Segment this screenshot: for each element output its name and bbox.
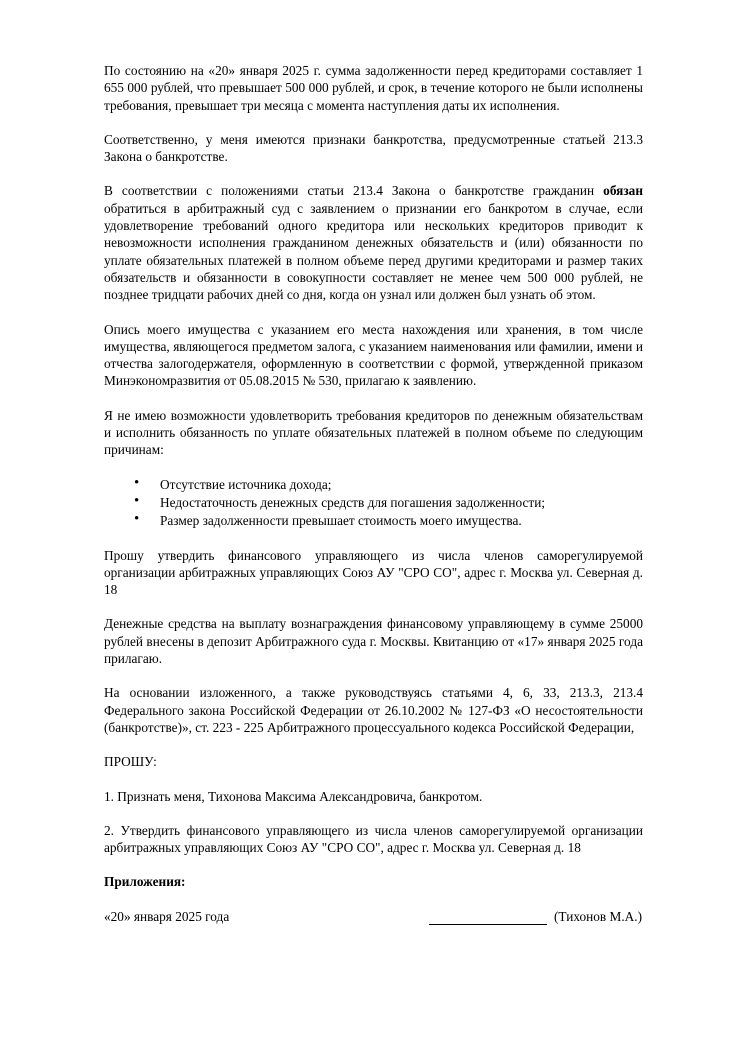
bullet-icon: • bbox=[134, 492, 140, 509]
paragraph-property-inventory: Опись моего имущества с указанием его места нахождения или хранения, в том числе имущества, являющегося предметом залога, с указанием наименования или фамилии, имени и отчества залогодержателя, оформленную в соответствии с формой, утвержденной приказом Минэкономразвития от 05.08.2015 № 530, прилагаю к заявлению. bbox=[104, 321, 643, 389]
signature-name: (Тихонов М.А.) bbox=[554, 908, 642, 924]
request-item-2: 2. Утвердить финансового управляющего из числа членов саморегулируемой организации арбитражных управляющих Союз АУ "СРО СО", адрес г. Москва ул. Северная д. 18 bbox=[104, 822, 643, 856]
list-item-label: Отсутствие источника дохода; bbox=[160, 476, 332, 492]
list-item bbox=[104, 512, 643, 529]
paragraph-bankruptcy-signs: Соответственно, у меня имеются признаки банкротства, предусмотренные статьей 213.3 Закона о банкротстве. bbox=[104, 131, 643, 165]
paragraph-debt-status: По состоянию на «20» января 2025 г. сумма задолженности перед кредиторами составляет 1 655 000 рублей, что превышает 500 000 рублей, и срок, в течение которого не были исполнены требования, превышает три месяца с момента наступления даты их исполнения. bbox=[104, 63, 643, 113]
paragraph-deposit-payment: Денежные средства на выплату вознаграждения финансовому управляющему в сумме 25000 рублей внесены в депозит Арбитражного суда г. Москвы. Квитанцию от «17» января 2025 года прилагаю. bbox=[104, 616, 643, 667]
paragraph-article-213-4-lead: В соответствии с положениями статьи 213.4 Закона о банкротстве гражданин bbox=[104, 183, 604, 199]
bullet-icon: • bbox=[134, 511, 140, 528]
signature-block bbox=[429, 908, 643, 925]
paragraph-article-213-4-rest: обратиться в арбитражный суд с заявлением о признании его банкротом в случае, если удовлетворение требований одного кредитора или нескольких кредиторов приводит к невозможности исполнения гражданином денежных обязательств и (или) обязанности по уплате обязательных платежей в полном объеме перед другими кредиторами и размер таких обязательств и обязанности в совокупности составляет не менее чем 500 000 рублей, не позднее тридцати рабочих дней со дня, когда он узнал или должен был узнать об этом. bbox=[104, 200, 643, 303]
signature-row bbox=[104, 908, 643, 925]
list-item-label: Размер задолженности превышает стоимость моего имущества. bbox=[160, 513, 522, 529]
signature-date: «20» января 2025 года bbox=[104, 908, 230, 924]
list-item bbox=[104, 476, 643, 493]
paragraph-article-213-4 bbox=[104, 182, 643, 303]
document-body bbox=[104, 62, 643, 925]
paragraph-legal-basis: На основании изложенного, а также руководствуясь статьями 4, 6, 33, 213.3, 213.4 Федерального закона Российской Федерации от 26.10.2002 № 127-ФЗ «О несостоятельности (банкротстве)», ст. 223 - 225 Арбитражного процессуального кодекса Российской Федерации, bbox=[104, 685, 643, 735]
bullet-icon: • bbox=[134, 474, 140, 491]
attachments-heading: Приложения: bbox=[104, 874, 186, 890]
paragraph-financial-manager-request: Прошу утвердить финансового управляющего из числа членов саморегулируемой организации арбитражных управляющих Союз АУ "СРО СО", адрес г. Москва ул. Северная д. 18 bbox=[104, 547, 643, 598]
list-item-label: Недостаточность денежных средств для погашения задолженности; bbox=[160, 494, 546, 510]
reasons-list bbox=[104, 476, 643, 530]
request-item-1: 1. Признать меня, Тихонова Максима Александровича, банкротом. bbox=[104, 788, 483, 804]
list-item bbox=[104, 494, 643, 511]
paragraph-article-213-4-emphasis: обязан bbox=[603, 183, 643, 199]
paragraph-inability-intro: Я не имею возможности удовлетворить требования кредиторов по денежным обязательствам и исполнить обязанность по уплате обязательных платежей в полном объеме по следующим причинам: bbox=[104, 407, 643, 458]
signature-line bbox=[429, 912, 547, 925]
request-heading: ПРОШУ: bbox=[104, 754, 157, 770]
